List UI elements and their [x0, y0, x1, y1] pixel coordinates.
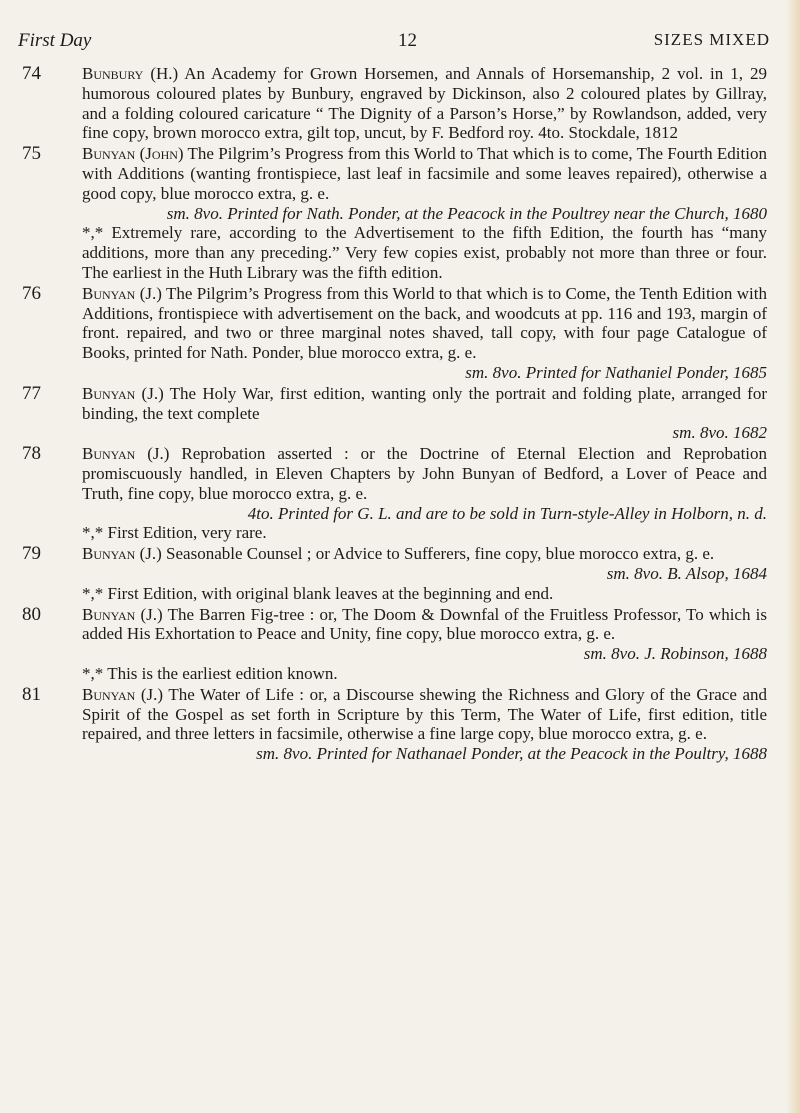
lot-number: 80: [22, 603, 41, 625]
lot-imprint: sm. 8vo. B. Alsop, 1684: [606, 563, 767, 583]
lot-entry: [22, 384, 767, 443]
page-number: 12: [398, 30, 417, 51]
lot-entry: [22, 64, 767, 143]
lot-author: Bunyan (J.): [82, 283, 162, 303]
lot-author: Bunyan (John): [82, 144, 184, 164]
lot-imprint: sm. 8vo. Printed for Nath. Ponder, at the Peacock in the Poultrey near the Church, 1680: [166, 203, 767, 223]
lot-entry: [22, 685, 767, 764]
lot-imprint: sm. 8vo. 1682: [672, 423, 767, 443]
lot-entry: [22, 444, 767, 543]
lot-number: 78: [22, 443, 41, 465]
lot-note: *,* Extremely rare, according to the Advertisement to the fifth Edition, the fourth has “many additions, more than any preceding.” Very few copies exist, probably not more than three or four. The earliest in the Huth Library was the fifth edition.: [82, 223, 767, 282]
lot-number: 74: [22, 63, 41, 84]
lot-entry: [22, 144, 767, 283]
header-sizes: SIZES MIXED: [653, 30, 770, 49]
lot-description: The Pilgrim’s Progress from this World to that which is to Come, the Tenth Edition with Additions, frontispiece with advertisement on the back, and woodcuts at pp. 116 and 193, margin of front. repaired, and two or three marginal notes shaved, tall copy, with four page Catalogue of Books, printed for Nath. Ponder, blue morocco extra, g. e.: [82, 283, 767, 363]
lot-number: 81: [22, 683, 41, 705]
lot-description: Seasonable Counsel ; or Advice to Sufferers, fine copy, blue morocco extra, g. e.: [166, 544, 715, 564]
lot-description: The Water of Life : or, a Discourse shewing the Richness and Glory of the Grace and Spirit of the Gospel as set forth in Scripture by this Term, The Water of Life, first edition, title repaired, and three letters in facsimile, otherwise a fine large copy, blue morocco extra, g. e.: [82, 684, 768, 744]
lot-number: 76: [22, 282, 41, 304]
lot-entry: [22, 284, 767, 383]
lot-author: Bunyan (J.): [82, 604, 163, 624]
lot-number: 75: [22, 143, 41, 165]
lot-note: *,* First Edition, with original blank leaves at the beginning and end.: [82, 583, 554, 603]
lot-entry: [22, 605, 767, 684]
lot-imprint: sm. 8vo. J. Robinson, 1688: [583, 644, 767, 664]
lot-description: The Pilgrim’s Progress from this World to That which is to come, The Fourth Edition with Additions (wanting frontispiece, last leaf in facsimile and some leaves repaired), otherwise a good copy, blue morocco extra, g. e.: [82, 144, 767, 203]
lot-description: The Holy War, first edition, wanting only the portrait and folding plate, arranged for binding, the text complete: [82, 383, 767, 423]
page-edge: [786, 0, 800, 1113]
lot-imprint: sm. 8vo. Printed for Nathaniel Ponder, 1685: [465, 362, 767, 382]
lot-number: 79: [22, 543, 41, 565]
lot-author: Bunbury (H.): [82, 64, 179, 83]
lot-note: *,* First Edition, very rare.: [82, 523, 267, 543]
header-day: First Day: [18, 30, 92, 51]
lot-description: Reprobation asserted : or the Doctrine of Eternal Election and Reprobation promiscuously handled, in Eleven Chapters by John Bunyan of Bedford, a Lover of Peace and Truth, fine copy, blue morocco extra, g. e.: [82, 444, 768, 503]
lot-author: Bunyan (J.): [82, 684, 164, 704]
lot-author: Bunyan (J.): [82, 383, 164, 403]
lot-author: Bunyan (J.): [82, 544, 162, 564]
lot-description: An Academy for Grown Horsemen, and Annals of Horsemanship, 2 vol. in 1, 29 humorous coloured plates by Bunbury, engraved by Dickinson, also 2 coloured plates by Gillray, and a folding coloured caricature “ The Dignity of a Parson’s Horse,” by Rowlandson, added, very fine copy, brown morocco extra, gilt top, uncut, by F. Bedford roy. 4to. Stockdale, 1812: [82, 64, 767, 143]
lot-number: 77: [22, 382, 41, 404]
page-header: [18, 30, 770, 56]
lot-list: [22, 64, 767, 765]
lot-imprint: 4to. Printed for G. L. and are to be sold in Turn-style-Alley in Holborn, n. d.: [247, 503, 767, 523]
lot-author: Bunyan (J.): [82, 444, 170, 464]
lot-entry: [22, 544, 767, 603]
lot-description: The Barren Fig-tree : or, The Doom & Downfal of the Fruitless Professor, To which is added His Exhortation to Peace and Unity, fine copy, blue morocco extra, g. e.: [82, 604, 767, 644]
lot-note: *,* This is the earliest edition known.: [82, 663, 338, 683]
lot-imprint: sm. 8vo. Printed for Nathanael Ponder, at the Peacock in the Poultry, 1688: [256, 744, 767, 764]
